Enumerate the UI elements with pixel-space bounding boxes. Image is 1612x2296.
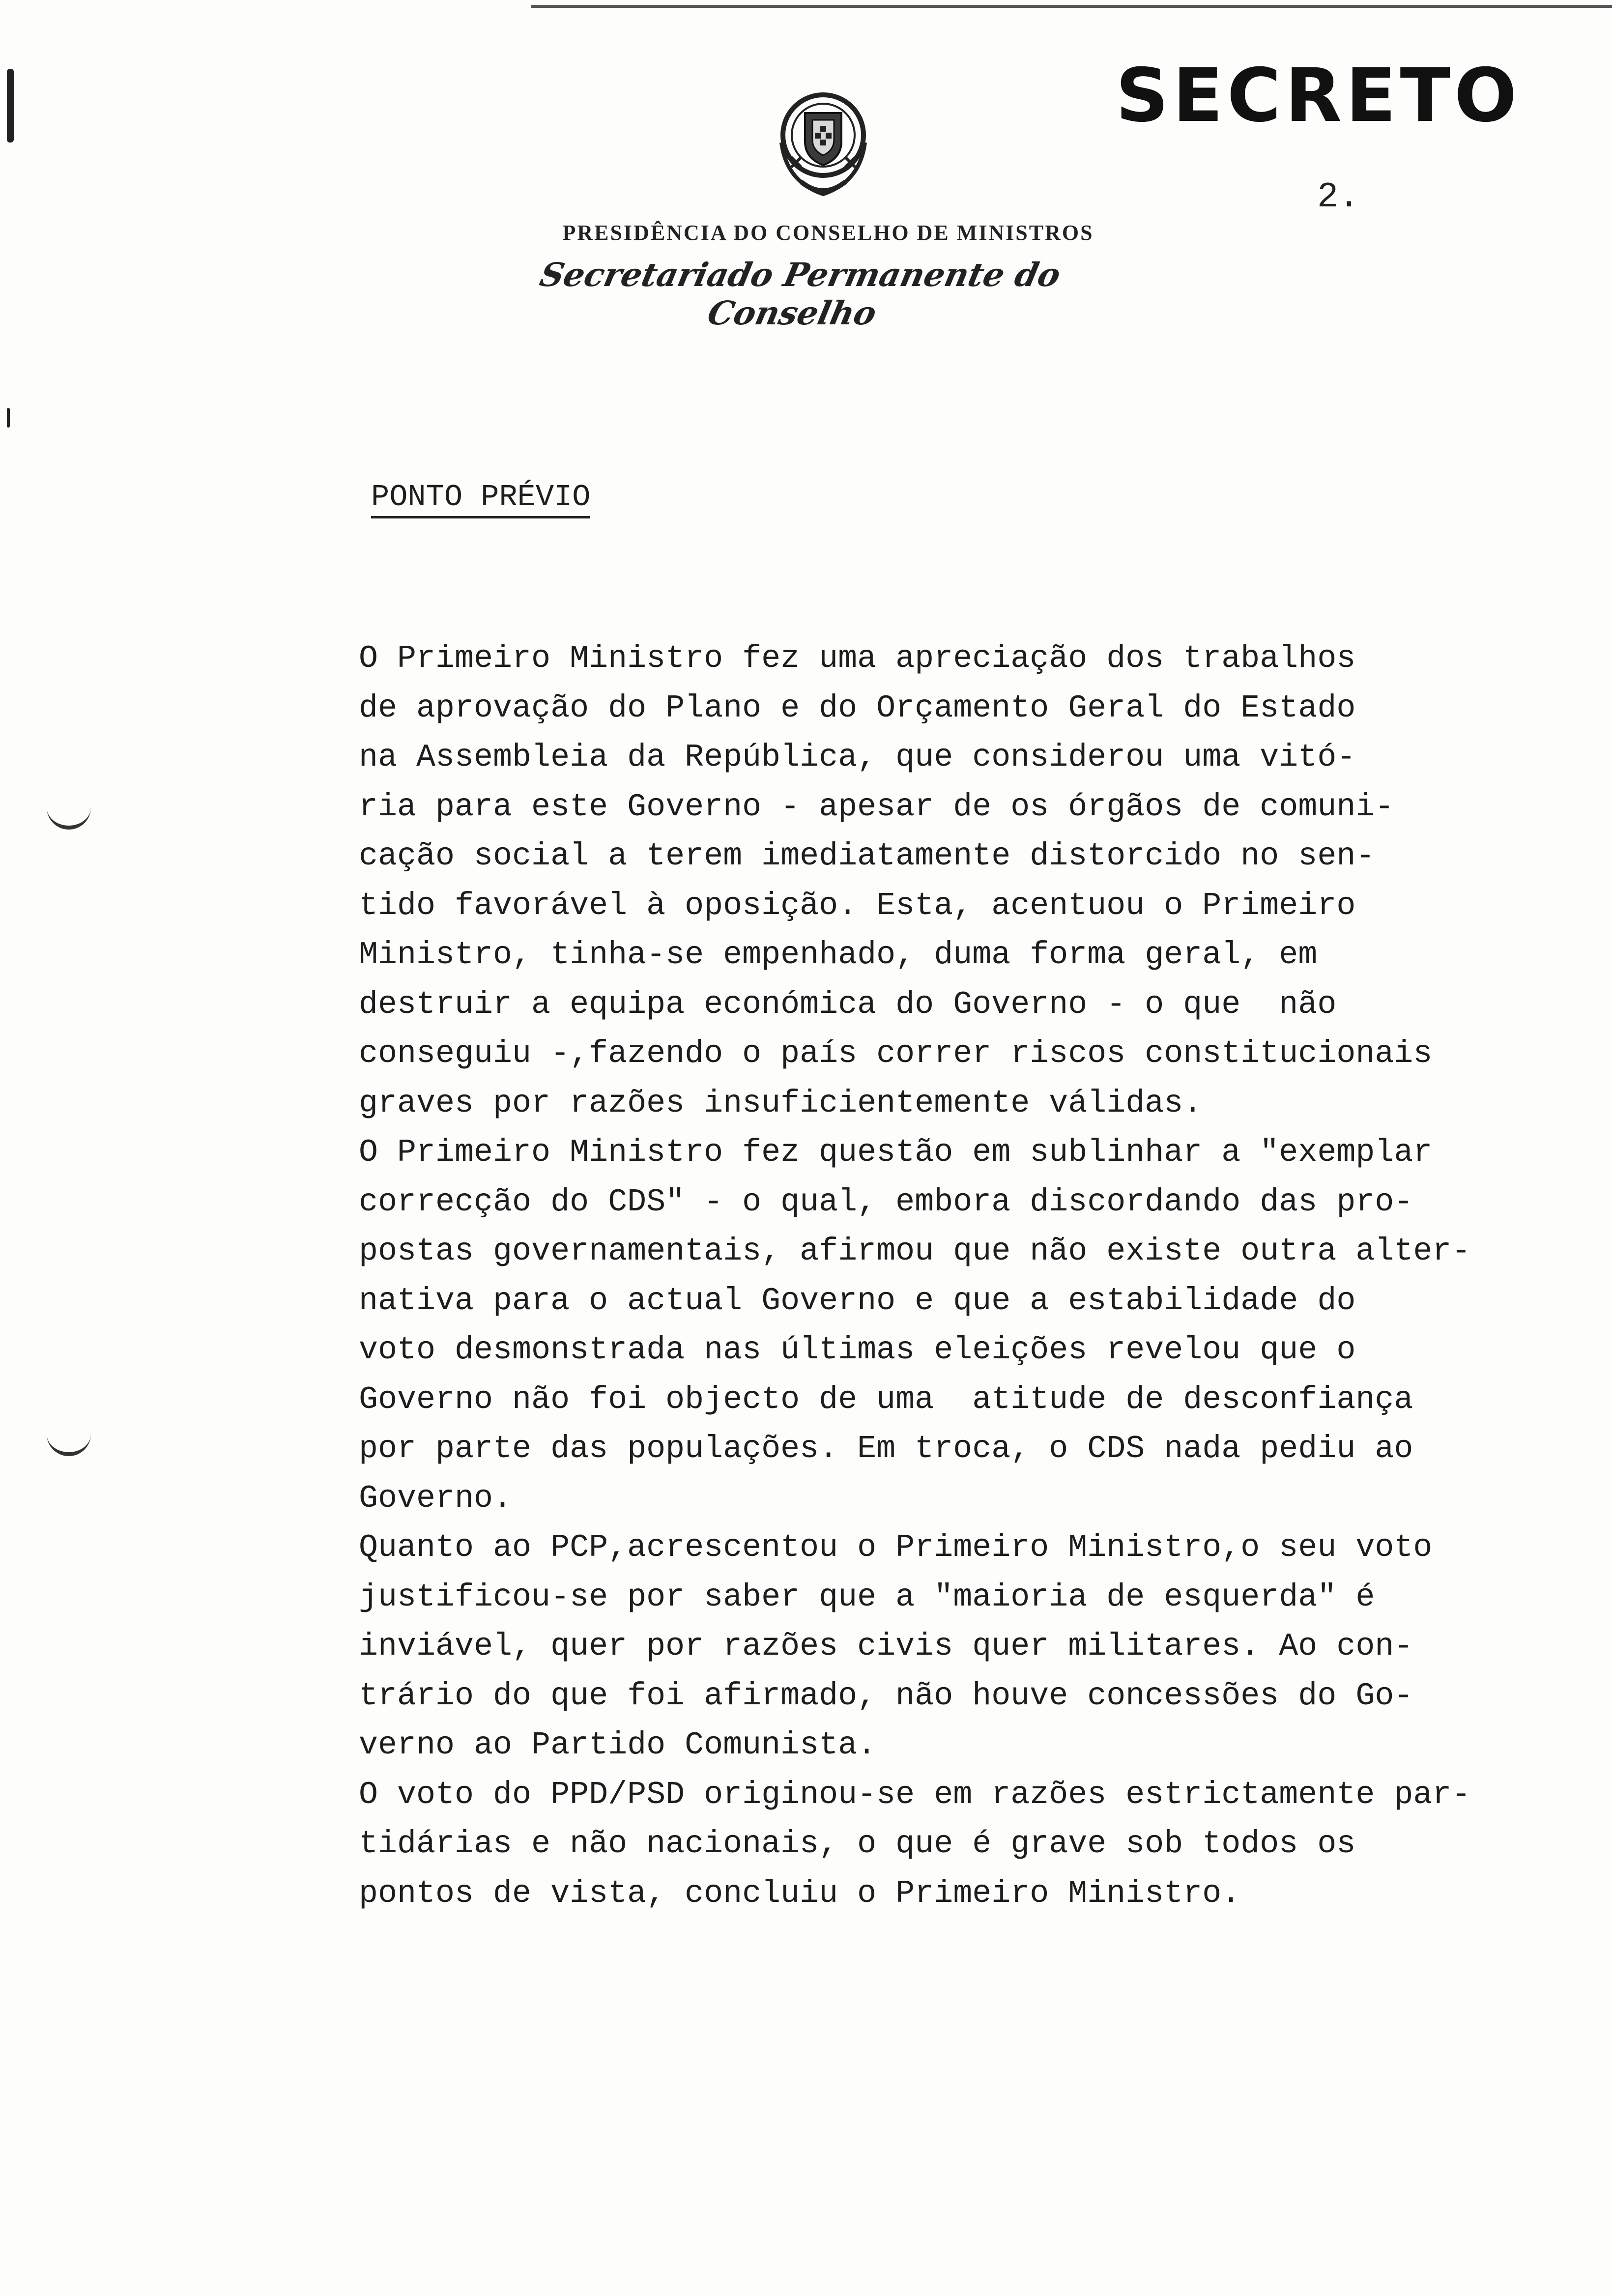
binder-hole-mark (47, 1433, 91, 1456)
scan-top-rule (531, 5, 1612, 8)
body-line: de aprovação do Plano e do Orçamento Geral do Estado (359, 689, 1356, 726)
body-line: tidárias e não nacionais, o que é grave sob todos os (359, 1826, 1356, 1862)
body-line: Quanto ao PCP,acrescentou o Primeiro Ministro,o seu voto (359, 1529, 1433, 1566)
portuguese-coat-of-arms-icon (772, 84, 875, 201)
scan-edge-mark (7, 69, 14, 143)
body-line: verno ao Partido Comunista. (359, 1727, 877, 1763)
body-line: ria para este Governo - apesar de os órgãos de comuni- (359, 788, 1394, 825)
body-line: tido favorável à oposição. Esta, acentuou o Primeiro (359, 887, 1356, 924)
body-line: Governo não foi objecto de uma atitude de desconfiança (359, 1381, 1413, 1418)
body-line: O Primeiro Ministro fez questão em sublinhar a "exemplar (359, 1134, 1433, 1171)
department-name: Secretariado Permanente do Conselho (536, 256, 1064, 332)
body-line: O voto do PPD/PSD originou-se em razões estrictamente par- (359, 1776, 1471, 1813)
body-line: graves por razões insuficientemente válidas. (359, 1085, 1203, 1121)
body-line: voto desmonstrada nas últimas eleições revelou que o (359, 1332, 1356, 1368)
body-line: na Assembleia da República, que considerou uma vitó- (359, 739, 1356, 775)
page-number: 2. (1317, 177, 1360, 217)
institution-name: PRESIDÊNCIA DO CONSELHO DE MINISTROS (562, 221, 1094, 245)
body-line: postas governamentais, afirmou que não existe outra alter- (359, 1233, 1471, 1269)
body-line: destruir a equipa económica do Governo - o que não (359, 986, 1337, 1023)
classification-stamp: SECRETO (1116, 53, 1521, 139)
body-text (359, 634, 1509, 1918)
binder-hole-mark (47, 806, 91, 830)
body-line: por parte das populações. Em troca, o CDS nada pediu ao (359, 1431, 1413, 1467)
scan-edge-mark (7, 408, 10, 428)
body-line: O Primeiro Ministro fez uma apreciação dos trabalhos (359, 640, 1356, 677)
body-line: pontos de vista, concluiu o Primeiro Ministro. (359, 1875, 1241, 1912)
body-line: justificou-se por saber que a "maioria de esquerda" é (359, 1578, 1375, 1615)
body-line: inviável, quer por razões civis quer militares. Ao con- (359, 1628, 1413, 1665)
body-line: trário do que foi afirmado, não houve concessões do Go- (359, 1677, 1413, 1714)
body-line: cação social a terem imediatamente distorcido no sen- (359, 838, 1375, 874)
section-heading: PONTO PRÉVIO (371, 481, 590, 518)
body-line: correcção do CDS" - o qual, embora discordando das pro- (359, 1183, 1413, 1220)
body-line: Ministro, tinha-se empenhado, duma forma geral, em (359, 937, 1318, 973)
body-line: nativa para o actual Governo e que a estabilidade do (359, 1282, 1356, 1319)
body-line: conseguiu -,fazendo o país correr riscos constitucionais (359, 1035, 1433, 1072)
body-line: Governo. (359, 1480, 513, 1517)
